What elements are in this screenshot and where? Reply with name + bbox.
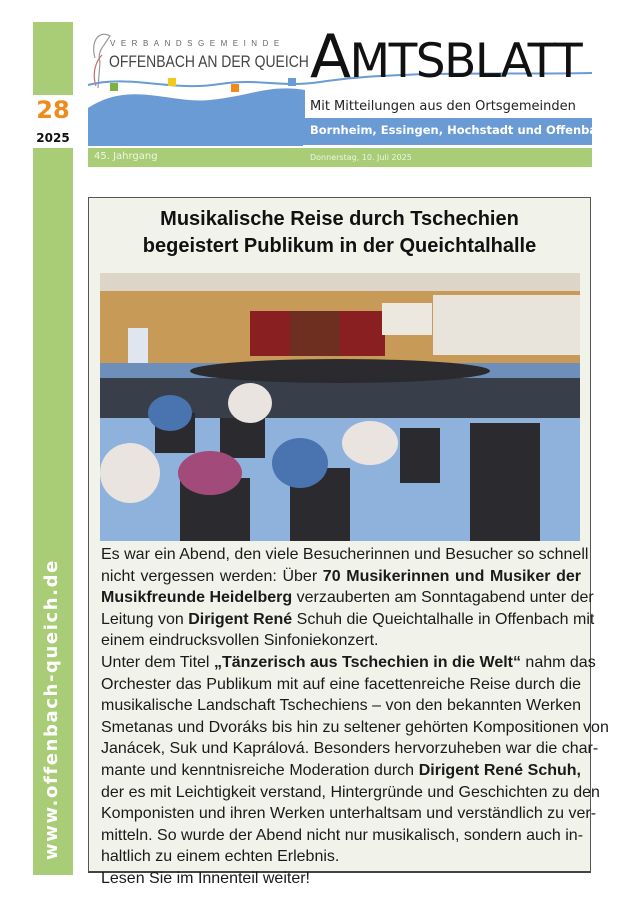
- town-name: OFFENBACH AN DER QUEICH: [109, 52, 309, 71]
- concert-photo: [100, 273, 580, 541]
- article-text-line: [101, 587, 594, 609]
- text: musikalische Landschaft Tschechiens – von den bekannten Werken: [101, 697, 581, 715]
- bold-text: Dirigent René: [188, 610, 293, 628]
- yellow-square: [168, 78, 176, 86]
- text: nicht vergessen werden: Über: [101, 567, 323, 585]
- issue-number: 28: [36, 96, 70, 124]
- article-text-line: [101, 544, 589, 566]
- article-text-line: [101, 868, 581, 890]
- article-text-line: [101, 717, 609, 739]
- website-url[interactable]: www.offenbach-queich.de: [41, 559, 62, 860]
- wave-fill: [88, 88, 305, 118]
- text: Smetanas und Dvoráks bis hin zu seltener gehörten Kompositionen von: [101, 718, 609, 736]
- towns-list: Bornheim, Essingen, Hochstadt und Offenbach: [310, 123, 613, 137]
- bold-text: 70 Musikerinnen und Musiker der: [322, 567, 581, 585]
- article-text-line: [101, 846, 581, 868]
- text: einem eindrucksvollen Sinfoniekonzert.: [101, 632, 379, 650]
- volume-label: 45. Jahrgang: [94, 151, 158, 162]
- article-text-line: [101, 782, 600, 804]
- bold-text: „Tänzerisch aus Tschechien in die Welt“: [213, 653, 521, 671]
- orange-square: [231, 84, 239, 92]
- text: Leitung von: [101, 610, 189, 628]
- lead-article: [88, 197, 609, 887]
- publication-title: [310, 22, 581, 97]
- bold-text: Dirigent René Schuh,: [418, 761, 581, 779]
- text: mante und kenntnisreiche Moderation durch: [101, 761, 419, 779]
- headline-line: begeistert Publikum in der Queichtalhalle: [142, 235, 537, 257]
- article-text-line: [101, 566, 581, 588]
- article-text-line: [101, 674, 581, 696]
- text: Schuh die Queichtalhalle in Offenbach mit: [292, 610, 595, 628]
- article-headline: [89, 206, 590, 260]
- blue-square: [288, 78, 296, 86]
- text: Janácek, Suk und Kaprálová. Besonders hervorzuheben war die char-: [101, 740, 599, 758]
- bold-text: Musikfreunde Heidelberg: [101, 589, 293, 607]
- green-square: [110, 83, 118, 91]
- headline-line: Musikalische Reise durch Tschechien: [160, 208, 519, 230]
- vg-label: VERBANDSGEMEINDE: [110, 39, 285, 48]
- article-text-line: [101, 630, 581, 652]
- text: Es war ein Abend, den viele Besucherinnen und Besucher so schnell: [101, 546, 589, 563]
- article-text-line: [101, 652, 596, 674]
- text: nahm das: [520, 653, 596, 671]
- article-text-line: [101, 695, 581, 717]
- article-text-line: [101, 825, 584, 847]
- text: der es mit Leichtigkeit verstand, Hintergründe und Geschichten zu den: [101, 783, 600, 801]
- issue-year: 2025: [36, 131, 70, 145]
- title-rest: MTSBLATT: [349, 34, 582, 89]
- text: haltlich zu einem echten Erlebnis.: [101, 848, 340, 866]
- text: Unter dem Titel: [101, 653, 214, 671]
- stork-logo-icon: [94, 34, 110, 88]
- text: Lesen Sie im Innenteil weiter!: [101, 869, 310, 887]
- article-text-line: [101, 760, 581, 782]
- article-text-line: [101, 609, 595, 631]
- text: Komponisten und ihren Werken unterhaltsam und verständlich zu ver-: [101, 805, 597, 823]
- text: mitteln. So wurde der Abend nicht nur musikalisch, sondern auch in-: [101, 826, 584, 844]
- article-text-line: [101, 738, 599, 760]
- article-text-line: [101, 803, 597, 825]
- article-body: [101, 544, 609, 890]
- title-initial: A: [310, 22, 350, 92]
- text: Orchester das Publikum mit auf eine facettenreiche Reise durch die: [101, 675, 581, 693]
- issue-date: Donnerstag, 10. Juli 2025: [310, 153, 412, 162]
- text: verzauberten am Sonntagabend unter der: [292, 589, 594, 607]
- publication-subtitle: Mit Mitteilungen aus den Ortsgemeinden: [310, 99, 576, 114]
